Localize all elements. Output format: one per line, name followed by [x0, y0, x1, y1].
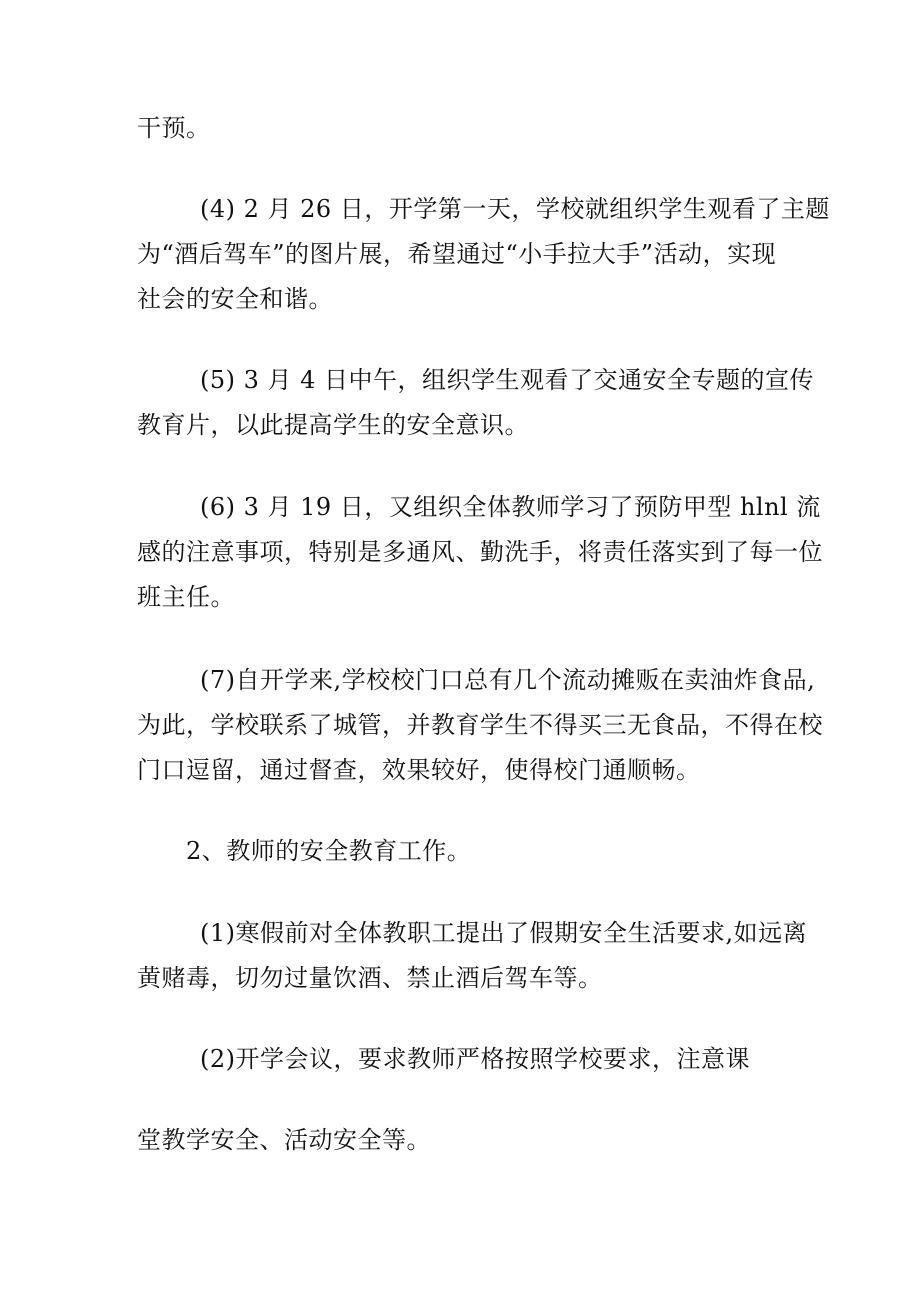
text-line: 为此，学校联系了城管，并教育学生不得买三无食品，不得在校	[137, 711, 823, 739]
text-line: (1)寒假前对全体教职工提出了假期安全生活要求,如远离	[200, 919, 808, 947]
text-line: 班主任。	[137, 583, 235, 611]
text-line: 教育片，以此提高学生的安全意识。	[137, 411, 529, 439]
section-heading: 2、教师的安全教育工作。	[186, 837, 472, 865]
text-line: 为“酒后驾车”的图片展，希望通过“小手拉大手”活动，实现	[137, 240, 777, 268]
text-line: (2)开学会议，要求教师严格按照学校要求，注意课	[200, 1045, 750, 1073]
text-line: 感的注意事项，特别是多通风、勤洗手，将责任落实到了每一位	[137, 538, 823, 566]
text-line: (5) 3 月 4 日中午，组织学生观看了交通安全专题的宣传	[200, 366, 815, 394]
text-line: (4) 2 月 26 日，开学第一天，学校就组织学生观看了主题	[200, 195, 830, 223]
text-line: (6) 3 月 19 日，又组织全体教师学习了预防甲型 hlnl 流	[200, 493, 821, 521]
text-line: 黄赌毒，切勿过量饮酒、禁止酒后驾车等。	[137, 964, 603, 992]
text-line: (7)自开学来,学校校门口总有几个流动摊贩在卖油炸食品,	[200, 666, 816, 694]
text-line: 堂教学安全、活动安全等。	[137, 1126, 431, 1154]
text-line: 门口逗留，通过督查，效果较好，使得校门通顺畅。	[137, 756, 701, 784]
text-line: 干预。	[137, 114, 211, 142]
text-line: 社会的安全和谐。	[137, 285, 333, 313]
